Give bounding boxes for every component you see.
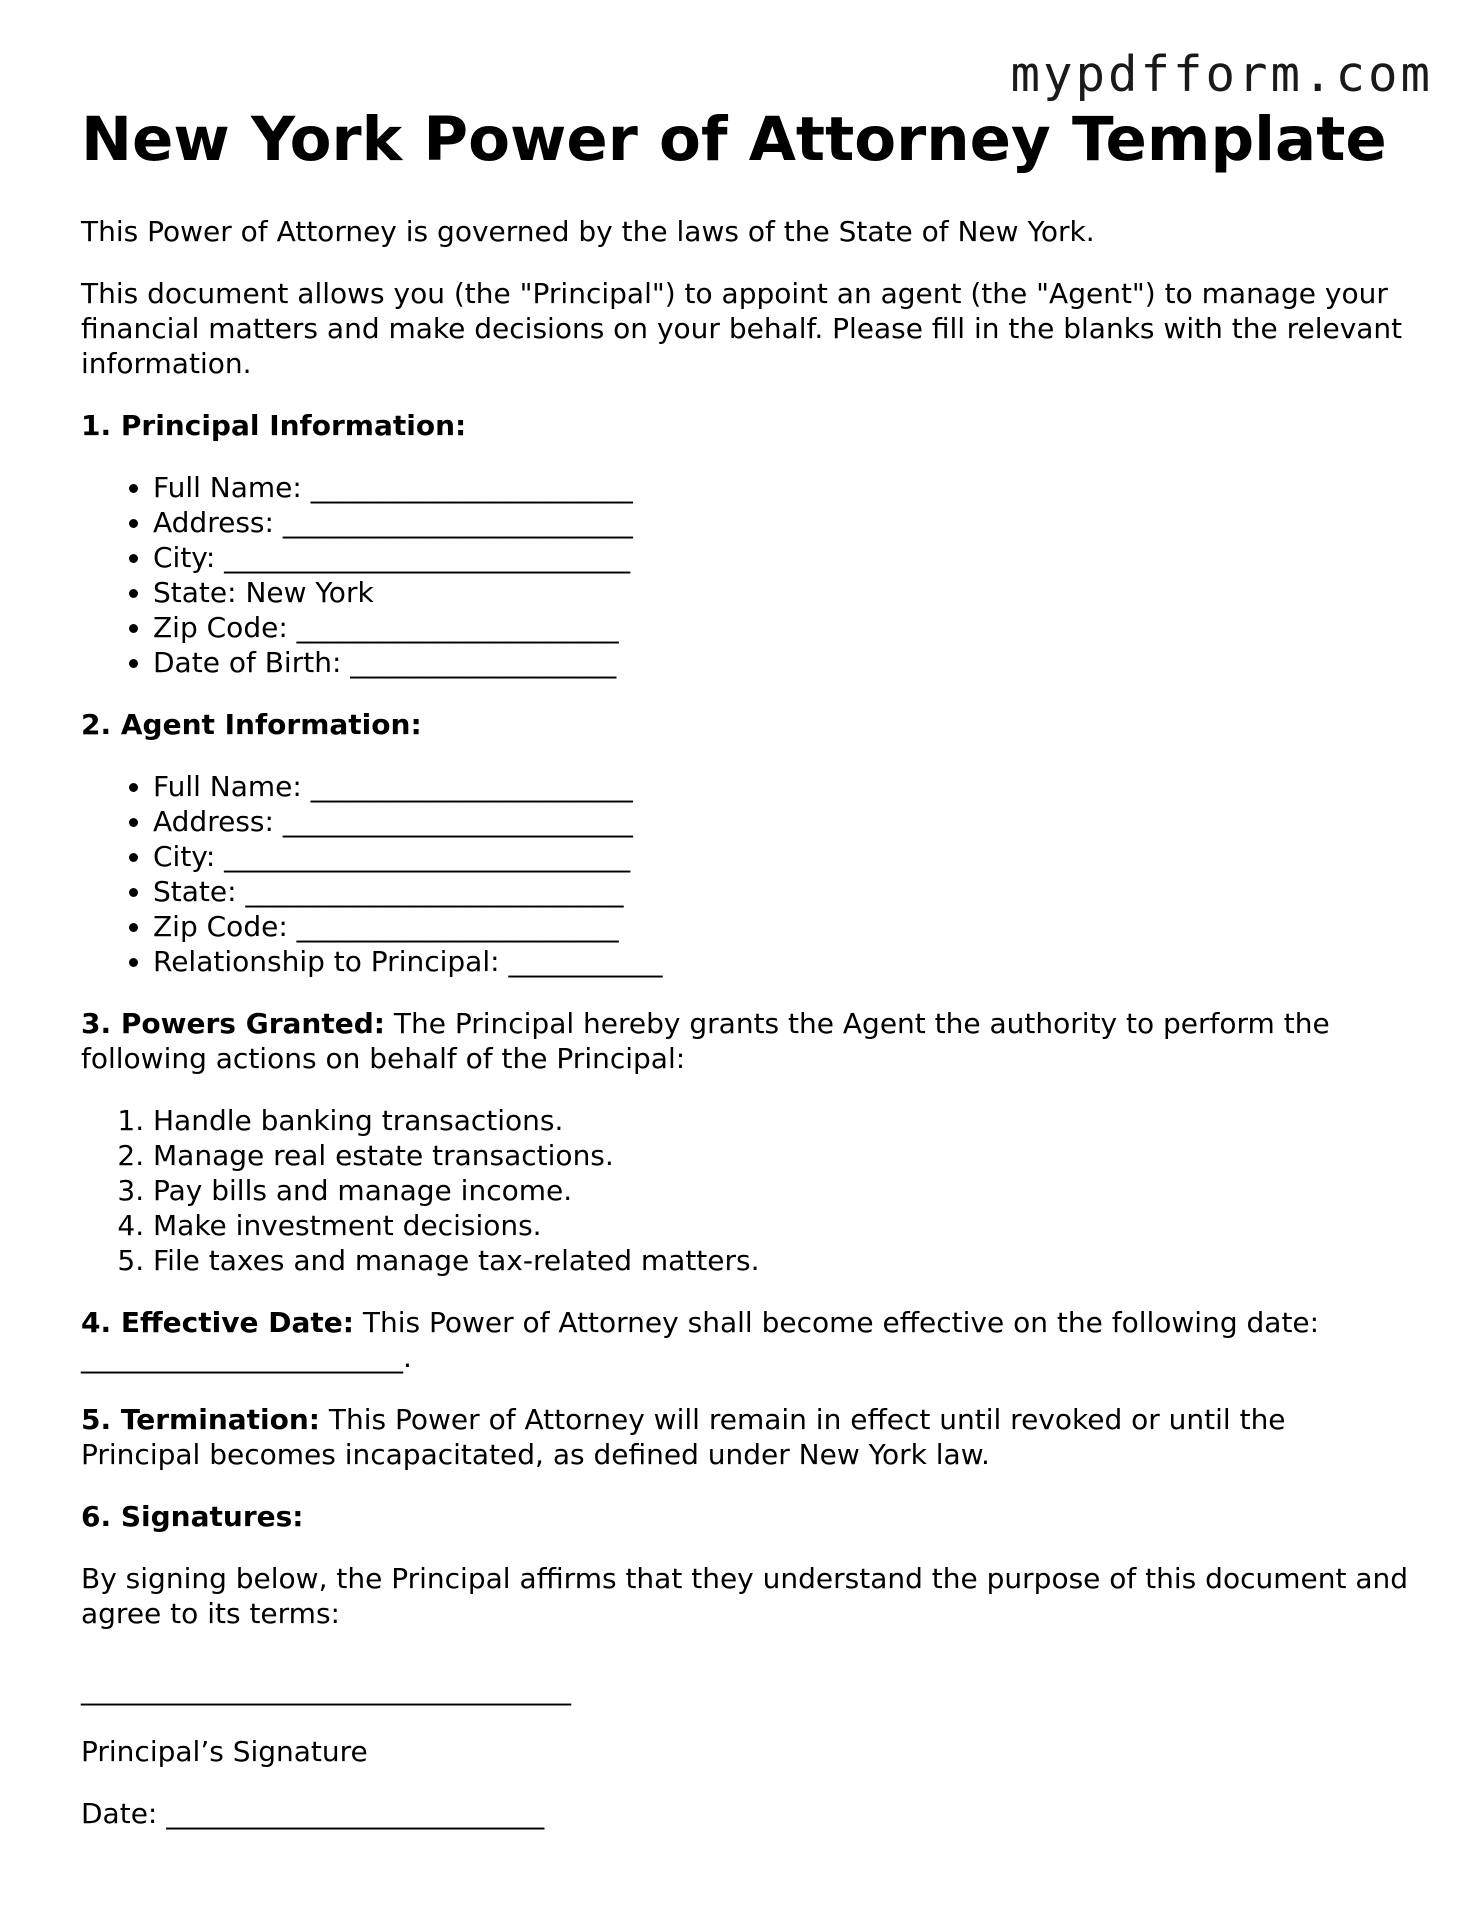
principal-signature-label: Principal’s Signature <box>81 1735 368 1768</box>
principal-state-field: • State: New York <box>153 575 1411 610</box>
agent-state-field[interactable]: • State: ___________________________ <box>153 874 1411 909</box>
agent-city-field[interactable]: • City: _____________________________ <box>153 839 1411 874</box>
principal-zip-field[interactable]: • Zip Code: _______________________ <box>153 610 1411 645</box>
agent-relationship-field[interactable]: • Relationship to Principal: ___________ <box>153 944 1411 979</box>
principal-heading: 1. Principal Information: <box>81 409 467 442</box>
termination-heading: 5. Termination: <box>81 1403 320 1436</box>
signature-date-field[interactable]: Date: ___________________________ <box>81 1797 545 1830</box>
document-page <box>81 104 1411 1858</box>
document-title: New York Power of Attorney Template <box>81 104 1387 175</box>
signatures-heading: 6. Signatures: <box>81 1500 304 1533</box>
termination-text: This Power of Attorney will remain in effect until revoked or until the Principal becomes incapacitated, as defined under New York law. <box>81 1403 1286 1471</box>
signatures-text: By signing below, the Principal affirms that they understand the purpose of this document and agree to its terms: <box>81 1562 1409 1630</box>
powers-paragraph <box>81 1006 1411 1076</box>
power-item: 1. Handle banking transactions. <box>153 1103 1411 1138</box>
power-item: 5. File taxes and manage tax-related matters. <box>153 1243 1411 1278</box>
principal-address-field[interactable]: • Address: _________________________ <box>153 505 1411 540</box>
agent-full-name-field[interactable]: • Full Name: _______________________ <box>153 769 1411 804</box>
principal-signature-line[interactable]: ___________________________________ <box>81 1673 571 1706</box>
power-item: 3. Pay bills and manage income. <box>153 1173 1411 1208</box>
power-item: 4. Make investment decisions. <box>153 1208 1411 1243</box>
power-item: 2. Manage real estate transactions. <box>153 1138 1411 1173</box>
effective-date-heading: 4. Effective Date: <box>81 1306 354 1339</box>
termination-paragraph <box>81 1402 1411 1472</box>
principal-city-field[interactable]: • City: _____________________________ <box>153 540 1411 575</box>
agent-address-field[interactable]: • Address: _________________________ <box>153 804 1411 839</box>
principal-fields-list <box>81 470 1411 680</box>
effective-date-paragraph <box>81 1305 1411 1375</box>
agent-heading: 2. Agent Information: <box>81 708 422 741</box>
intro-description: This document allows you (the "Principal") to appoint an agent (the "Agent") to manage your financial matters and make decisions on your behalf. Please fill in the blanks with the relevant information. <box>81 277 1403 380</box>
agent-fields-list <box>81 769 1411 979</box>
principal-dob-field[interactable]: • Date of Birth: ___________________ <box>153 645 1411 680</box>
powers-heading: 3. Powers Granted: <box>81 1007 385 1040</box>
powers-text: The Principal hereby grants the Agent the authority to perform the following actions on behalf of the Principal: <box>81 1007 1330 1075</box>
agent-zip-field[interactable]: • Zip Code: _______________________ <box>153 909 1411 944</box>
site-watermark: mypdfform.com <box>1010 46 1433 103</box>
intro-governing-law: This Power of Attorney is governed by the laws of the State of New York. <box>81 215 1095 248</box>
powers-list <box>81 1103 1411 1278</box>
principal-full-name-field[interactable]: • Full Name: _______________________ <box>153 470 1411 505</box>
effective-date-text[interactable]: This Power of Attorney shall become effective on the following date: _______________________. <box>81 1306 1320 1374</box>
